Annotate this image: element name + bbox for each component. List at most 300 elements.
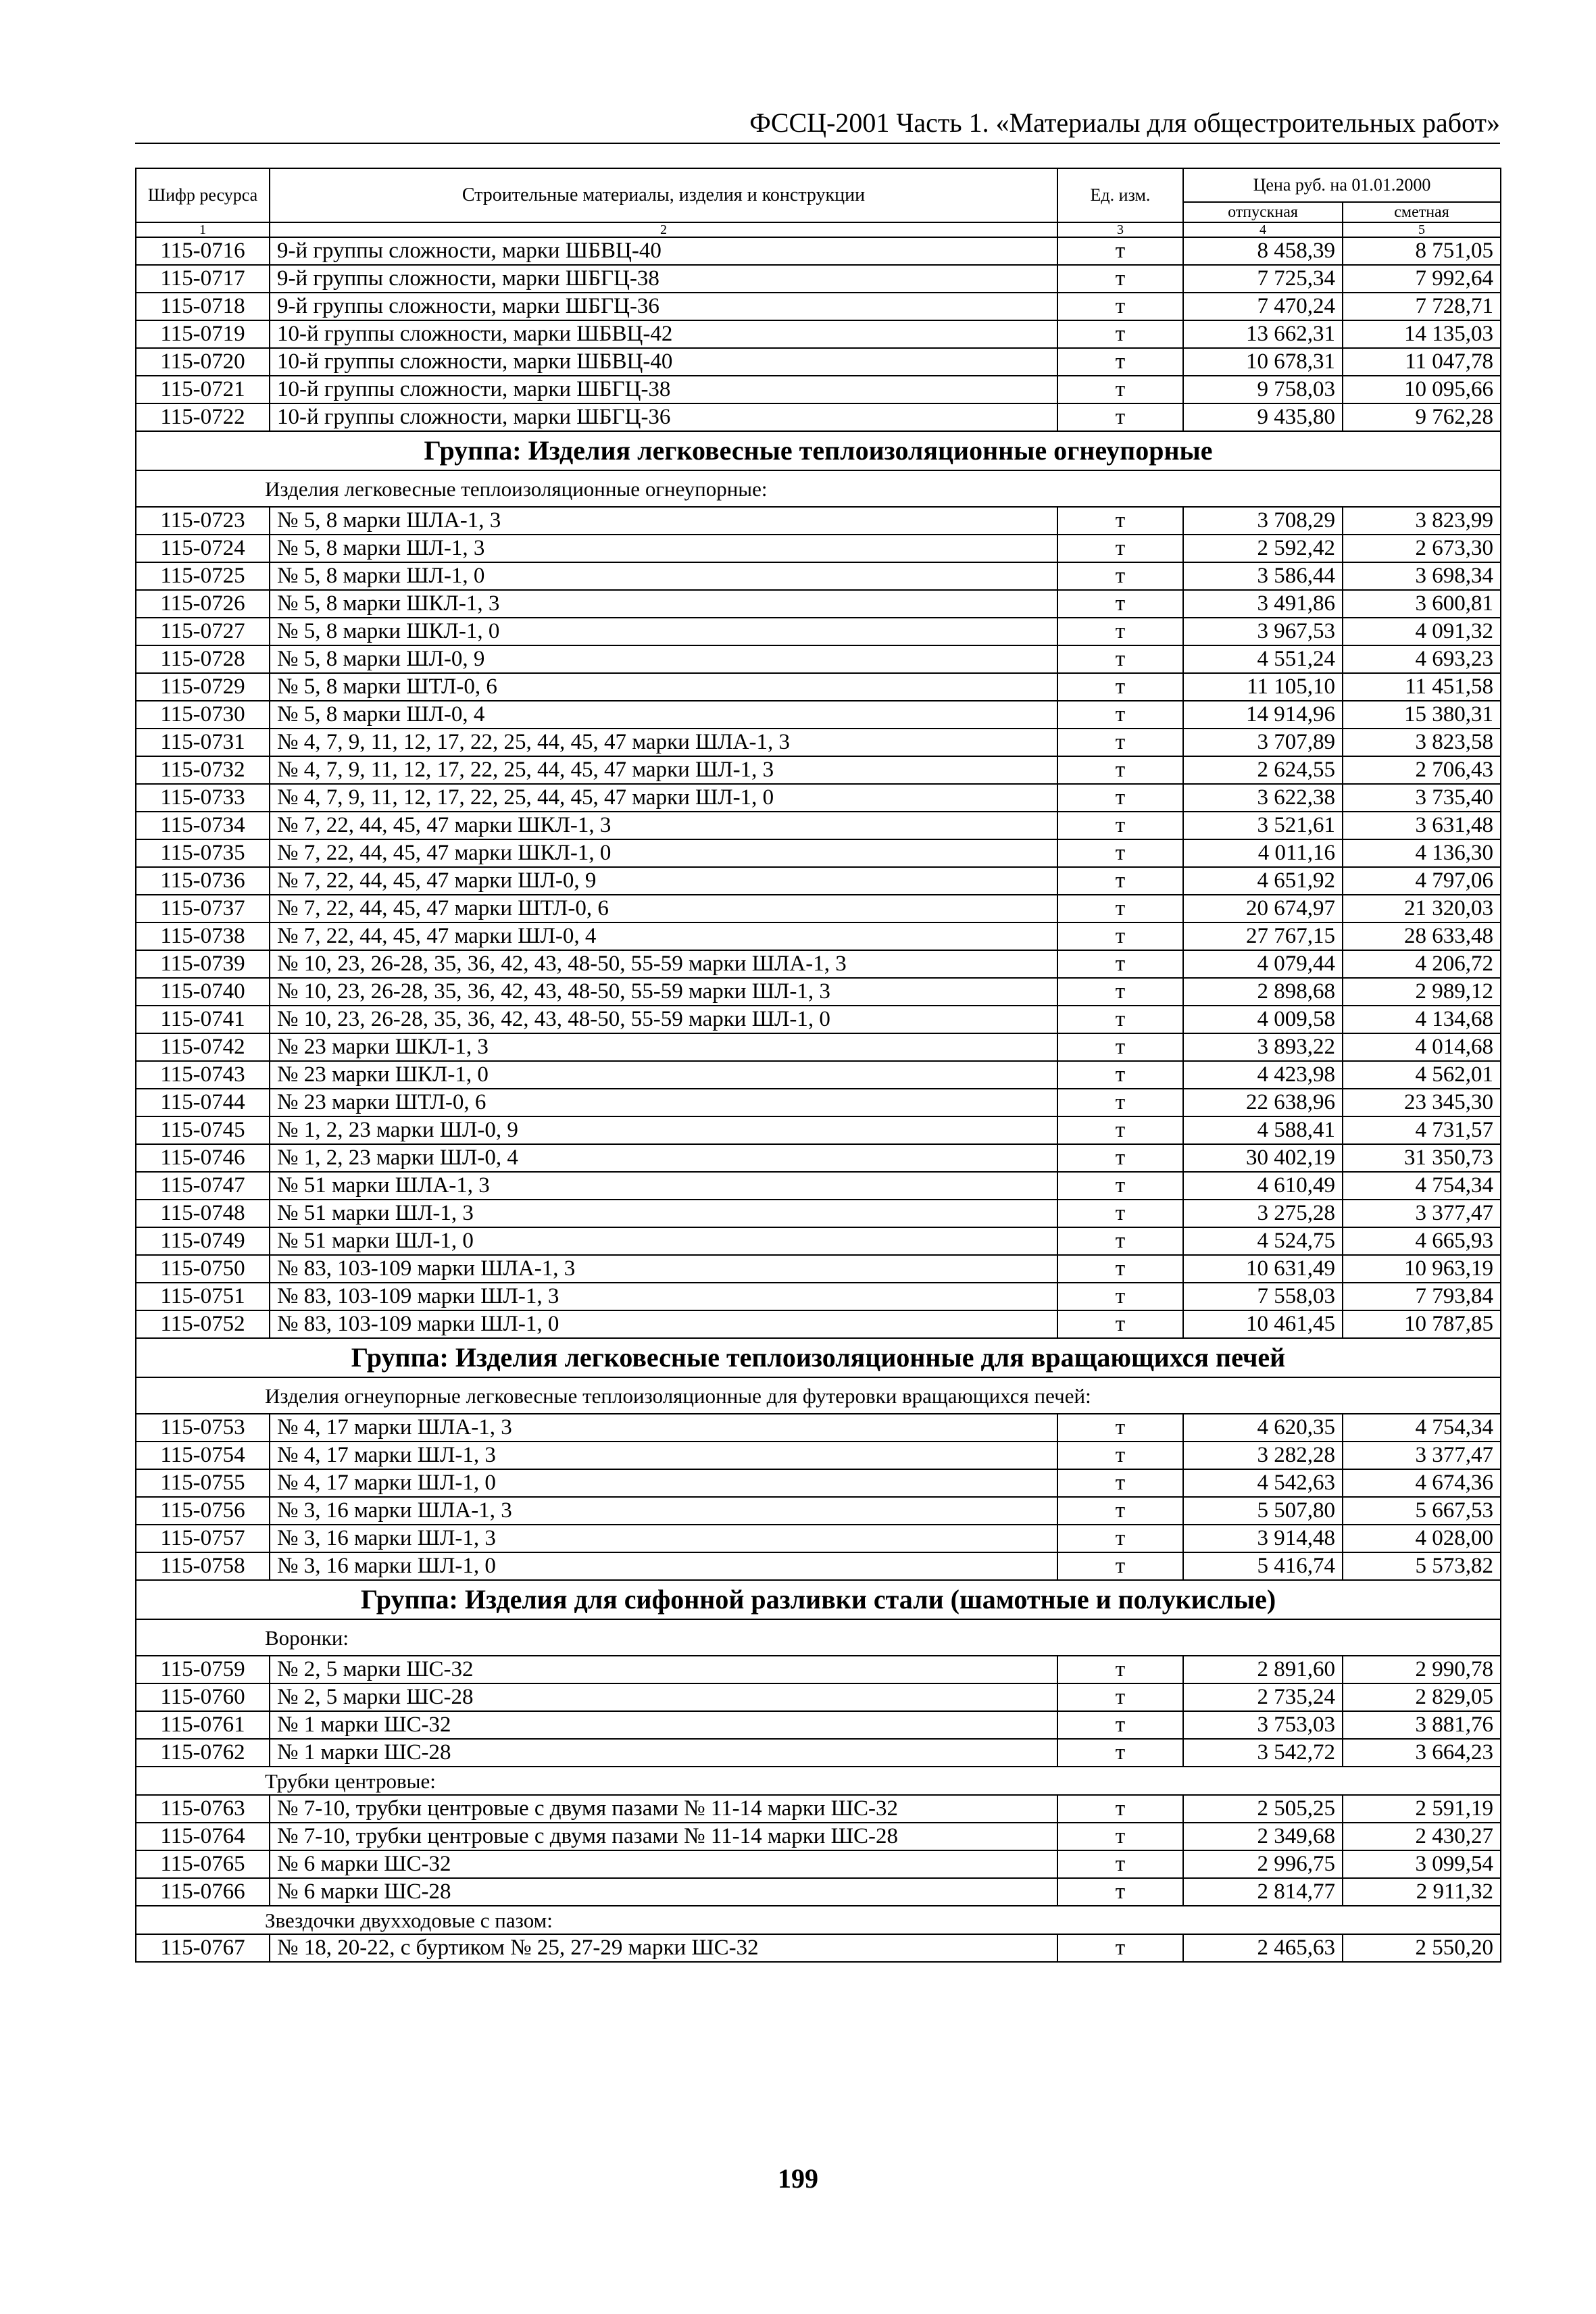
release-price-cell: 2 592,42: [1183, 535, 1343, 562]
resource-code-cell: 115-0726: [136, 590, 270, 618]
unit-cell: т: [1057, 265, 1183, 293]
resource-code-cell: 115-0728: [136, 645, 270, 673]
material-name-cell: № 4, 17 марки ШЛ-1, 0: [270, 1469, 1057, 1497]
page-number: 199: [778, 2163, 818, 2194]
material-name-cell: № 5, 8 марки ШЛ-0, 9: [270, 645, 1057, 673]
table-row: [136, 348, 1501, 376]
resource-code-cell: 115-0723: [136, 507, 270, 535]
material-name-cell: № 51 марки ШЛА-1, 3: [270, 1172, 1057, 1200]
release-price-cell: 3 521,61: [1183, 812, 1343, 839]
release-price-cell: 2 465,63: [1183, 1934, 1343, 1962]
material-name-cell: № 4, 17 марки ШЛА-1, 3: [270, 1414, 1057, 1442]
estimate-price-cell: 8 751,05: [1343, 237, 1501, 265]
subheading: Изделия огнеупорные легковесные теплоизоляционные для футеровки вращающихся печей:: [136, 1377, 1501, 1414]
table-row: [136, 562, 1501, 590]
table-row: [136, 784, 1501, 812]
unit-cell: т: [1057, 1497, 1183, 1525]
table-row: [136, 895, 1501, 922]
material-name-cell: № 18, 20-22, с буртиком № 25, 27-29 марки ШС-32: [270, 1934, 1057, 1962]
table-row: [136, 1442, 1501, 1469]
release-price-cell: 3 275,28: [1183, 1200, 1343, 1227]
material-name-cell: № 6 марки ШС-28: [270, 1878, 1057, 1906]
table-row: [136, 1683, 1501, 1711]
estimate-price-cell: 4 134,68: [1343, 1006, 1501, 1033]
estimate-price-cell: 3 631,48: [1343, 812, 1501, 839]
unit-cell: т: [1057, 1850, 1183, 1878]
table-row: [136, 645, 1501, 673]
table-row: [136, 978, 1501, 1006]
group-heading-row: [136, 431, 1501, 470]
resource-code-cell: 115-0719: [136, 320, 270, 348]
material-name-cell: 10-й группы сложности, марки ШБГЦ-36: [270, 403, 1057, 431]
table-row: [136, 507, 1501, 535]
estimate-price-cell: 4 797,06: [1343, 867, 1501, 895]
release-price-cell: 3 542,72: [1183, 1739, 1343, 1767]
release-price-cell: 14 914,96: [1183, 701, 1343, 729]
table-row: [136, 1934, 1501, 1962]
release-price-cell: 5 416,74: [1183, 1552, 1343, 1580]
resource-code-cell: 115-0732: [136, 756, 270, 784]
unit-cell: т: [1057, 1683, 1183, 1711]
table-body: [136, 237, 1501, 1962]
estimate-price-cell: 2 430,27: [1343, 1823, 1501, 1850]
estimate-price-cell: 3 881,76: [1343, 1711, 1501, 1739]
resource-code-cell: 115-0737: [136, 895, 270, 922]
resource-code-cell: 115-0739: [136, 950, 270, 978]
resource-code-cell: 115-0753: [136, 1414, 270, 1442]
release-price-cell: 3 893,22: [1183, 1033, 1343, 1061]
estimate-price-cell: 28 633,48: [1343, 922, 1501, 950]
resource-code-cell: 115-0741: [136, 1006, 270, 1033]
resource-code-cell: 115-0716: [136, 237, 270, 265]
release-price-cell: 4 551,24: [1183, 645, 1343, 673]
unit-cell: т: [1057, 1227, 1183, 1255]
resource-code-cell: 115-0765: [136, 1850, 270, 1878]
resource-code-cell: 115-0761: [136, 1711, 270, 1739]
unit-cell: т: [1057, 701, 1183, 729]
table-row: [136, 1414, 1501, 1442]
resource-code-cell: 115-0762: [136, 1739, 270, 1767]
material-name-cell: № 1 марки ШС-28: [270, 1739, 1057, 1767]
column-number: 2: [270, 222, 1057, 237]
release-price-cell: 3 708,29: [1183, 507, 1343, 535]
resource-code-cell: 115-0729: [136, 673, 270, 701]
material-name-cell: № 7, 22, 44, 45, 47 марки ШТЛ-0, 6: [270, 895, 1057, 922]
price-table: [135, 168, 1501, 1963]
unit-cell: т: [1057, 1656, 1183, 1683]
estimate-price-cell: 2 989,12: [1343, 978, 1501, 1006]
material-name-cell: № 5, 8 марки ШЛ-0, 4: [270, 701, 1057, 729]
unit-cell: т: [1057, 978, 1183, 1006]
material-name-cell: № 3, 16 марки ШЛА-1, 3: [270, 1497, 1057, 1525]
release-price-cell: 7 725,34: [1183, 265, 1343, 293]
column-header-price: Цена руб. на 01.01.2000: [1183, 168, 1501, 202]
unit-cell: т: [1057, 1795, 1183, 1823]
table-row: [136, 1850, 1501, 1878]
table-row: [136, 403, 1501, 431]
material-name-cell: 10-й группы сложности, марки ШБВЦ-40: [270, 348, 1057, 376]
table-row: [136, 320, 1501, 348]
resource-code-cell: 115-0763: [136, 1795, 270, 1823]
release-price-cell: 4 524,75: [1183, 1227, 1343, 1255]
material-name-cell: № 83, 103-109 марки ШЛА-1, 3: [270, 1255, 1057, 1283]
release-price-cell: 11 105,10: [1183, 673, 1343, 701]
estimate-price-cell: 9 762,28: [1343, 403, 1501, 431]
material-name-cell: № 1, 2, 23 марки ШЛ-0, 4: [270, 1144, 1057, 1172]
table-row: [136, 1227, 1501, 1255]
material-name-cell: № 5, 8 марки ШЛ-1, 3: [270, 535, 1057, 562]
subheading: Изделия легковесные теплоизоляционные огнеупорные:: [136, 470, 1501, 507]
material-name-cell: № 4, 7, 9, 11, 12, 17, 22, 25, 44, 45, 47 марки ШЛ-1, 0: [270, 784, 1057, 812]
material-name-cell: № 4, 7, 9, 11, 12, 17, 22, 25, 44, 45, 47 марки ШЛА-1, 3: [270, 729, 1057, 756]
estimate-price-cell: 2 911,32: [1343, 1878, 1501, 1906]
material-name-cell: № 3, 16 марки ШЛ-1, 3: [270, 1525, 1057, 1552]
release-price-cell: 8 458,39: [1183, 237, 1343, 265]
resource-code-cell: 115-0748: [136, 1200, 270, 1227]
material-name-cell: № 23 марки ШТЛ-0, 6: [270, 1089, 1057, 1116]
release-price-cell: 13 662,31: [1183, 320, 1343, 348]
subheading-row: [136, 1377, 1501, 1414]
group-heading: Группа: Изделия легковесные теплоизоляционные огнеупорные: [136, 431, 1501, 470]
table-row: [136, 237, 1501, 265]
table-row: [136, 1089, 1501, 1116]
resource-code-cell: 115-0735: [136, 839, 270, 867]
subheading-row: [136, 1906, 1501, 1934]
estimate-price-cell: 4 754,34: [1343, 1172, 1501, 1200]
material-name-cell: № 7-10, трубки центровые с двумя пазами № 11-14 марки ШС-28: [270, 1823, 1057, 1850]
release-price-cell: 7 470,24: [1183, 293, 1343, 320]
table-row: [136, 950, 1501, 978]
resource-code-cell: 115-0755: [136, 1469, 270, 1497]
estimate-price-cell: 4 693,23: [1343, 645, 1501, 673]
unit-cell: т: [1057, 1878, 1183, 1906]
table-row: [136, 1739, 1501, 1767]
resource-code-cell: 115-0766: [136, 1878, 270, 1906]
release-price-cell: 4 011,16: [1183, 839, 1343, 867]
material-name-cell: № 4, 17 марки ШЛ-1, 3: [270, 1442, 1057, 1469]
table-row: [136, 293, 1501, 320]
unit-cell: т: [1057, 812, 1183, 839]
subheading-row: [136, 470, 1501, 507]
release-price-cell: 4 588,41: [1183, 1116, 1343, 1144]
table-row: [136, 1310, 1501, 1338]
table-row: [136, 729, 1501, 756]
table-row: [136, 1656, 1501, 1683]
material-name-cell: № 7, 22, 44, 45, 47 марки ШКЛ-1, 0: [270, 839, 1057, 867]
resource-code-cell: 115-0720: [136, 348, 270, 376]
table-row: [136, 590, 1501, 618]
unit-cell: т: [1057, 1711, 1183, 1739]
material-name-cell: № 1 марки ШС-32: [270, 1711, 1057, 1739]
resource-code-cell: 115-0734: [136, 812, 270, 839]
unit-cell: т: [1057, 895, 1183, 922]
estimate-price-cell: 2 550,20: [1343, 1934, 1501, 1962]
unit-cell: т: [1057, 1823, 1183, 1850]
release-price-cell: 10 631,49: [1183, 1255, 1343, 1283]
unit-cell: т: [1057, 645, 1183, 673]
resource-code-cell: 115-0725: [136, 562, 270, 590]
unit-cell: т: [1057, 320, 1183, 348]
subheading: Трубки центровые:: [136, 1767, 1501, 1795]
unit-cell: т: [1057, 590, 1183, 618]
resource-code-cell: 115-0717: [136, 265, 270, 293]
material-name-cell: № 1, 2, 23 марки ШЛ-0, 9: [270, 1116, 1057, 1144]
unit-cell: т: [1057, 403, 1183, 431]
unit-cell: т: [1057, 756, 1183, 784]
resource-code-cell: 115-0742: [136, 1033, 270, 1061]
estimate-price-cell: 4 674,36: [1343, 1469, 1501, 1497]
unit-cell: т: [1057, 376, 1183, 403]
table-row: [136, 1878, 1501, 1906]
table-row: [136, 1006, 1501, 1033]
release-price-cell: 2 898,68: [1183, 978, 1343, 1006]
estimate-price-cell: 4 028,00: [1343, 1525, 1501, 1552]
table-row: [136, 1061, 1501, 1089]
resource-code-cell: 115-0743: [136, 1061, 270, 1089]
subheading-row: [136, 1767, 1501, 1795]
unit-cell: т: [1057, 1200, 1183, 1227]
subheading-row: [136, 1619, 1501, 1656]
estimate-price-cell: 7 728,71: [1343, 293, 1501, 320]
column-header-unit: Ед. изм.: [1057, 168, 1183, 222]
unit-cell: т: [1057, 1469, 1183, 1497]
table-row: [136, 756, 1501, 784]
table-row: [136, 265, 1501, 293]
estimate-price-cell: 2 990,78: [1343, 1656, 1501, 1683]
material-name-cell: 10-й группы сложности, марки ШБВЦ-42: [270, 320, 1057, 348]
resource-code-cell: 115-0752: [136, 1310, 270, 1338]
resource-code-cell: 115-0745: [136, 1116, 270, 1144]
release-price-cell: 30 402,19: [1183, 1144, 1343, 1172]
release-price-cell: 22 638,96: [1183, 1089, 1343, 1116]
material-name-cell: № 7, 22, 44, 45, 47 марки ШКЛ-1, 3: [270, 812, 1057, 839]
running-head: ФССЦ-2001 Часть 1. «Материалы для общестроительных работ»: [749, 107, 1500, 138]
release-price-cell: 10 461,45: [1183, 1310, 1343, 1338]
material-name-cell: № 7, 22, 44, 45, 47 марки ШЛ-0, 4: [270, 922, 1057, 950]
unit-cell: т: [1057, 1172, 1183, 1200]
group-heading: Группа: Изделия легковесные теплоизоляционные для вращающихся печей: [136, 1338, 1501, 1377]
column-header-name: Строительные материалы, изделия и конструкции: [270, 168, 1057, 222]
material-name-cell: № 10, 23, 26-28, 35, 36, 42, 43, 48-50, 55-59 марки ШЛ-1, 0: [270, 1006, 1057, 1033]
material-name-cell: 9-й группы сложности, марки ШБВЦ-40: [270, 237, 1057, 265]
estimate-price-cell: 7 992,64: [1343, 265, 1501, 293]
group-heading-row: [136, 1338, 1501, 1377]
table-row: [136, 1172, 1501, 1200]
estimate-price-cell: 2 673,30: [1343, 535, 1501, 562]
release-price-cell: 7 558,03: [1183, 1283, 1343, 1310]
material-name-cell: № 83, 103-109 марки ШЛ-1, 0: [270, 1310, 1057, 1338]
resource-code-cell: 115-0727: [136, 618, 270, 645]
estimate-price-cell: 2 591,19: [1343, 1795, 1501, 1823]
estimate-price-cell: 3 600,81: [1343, 590, 1501, 618]
estimate-price-cell: 2 829,05: [1343, 1683, 1501, 1711]
resource-code-cell: 115-0756: [136, 1497, 270, 1525]
table-row: [136, 1823, 1501, 1850]
resource-code-cell: 115-0759: [136, 1656, 270, 1683]
estimate-price-cell: 21 320,03: [1343, 895, 1501, 922]
material-name-cell: № 5, 8 марки ШКЛ-1, 3: [270, 590, 1057, 618]
release-price-cell: 9 758,03: [1183, 376, 1343, 403]
release-price-cell: 3 282,28: [1183, 1442, 1343, 1469]
material-name-cell: 9-й группы сложности, марки ШБГЦ-38: [270, 265, 1057, 293]
material-name-cell: № 5, 8 марки ШКЛ-1, 0: [270, 618, 1057, 645]
estimate-price-cell: 31 350,73: [1343, 1144, 1501, 1172]
estimate-price-cell: 3 377,47: [1343, 1442, 1501, 1469]
unit-cell: т: [1057, 507, 1183, 535]
estimate-price-cell: 3 823,99: [1343, 507, 1501, 535]
resource-code-cell: 115-0740: [136, 978, 270, 1006]
material-name-cell: № 3, 16 марки ШЛ-1, 0: [270, 1552, 1057, 1580]
material-name-cell: № 10, 23, 26-28, 35, 36, 42, 43, 48-50, 55-59 марки ШЛ-1, 3: [270, 978, 1057, 1006]
estimate-price-cell: 3 823,58: [1343, 729, 1501, 756]
unit-cell: т: [1057, 293, 1183, 320]
estimate-price-cell: 23 345,30: [1343, 1089, 1501, 1116]
release-price-cell: 4 009,58: [1183, 1006, 1343, 1033]
unit-cell: т: [1057, 1116, 1183, 1144]
release-price-cell: 4 079,44: [1183, 950, 1343, 978]
resource-code-cell: 115-0718: [136, 293, 270, 320]
release-price-cell: 2 814,77: [1183, 1878, 1343, 1906]
unit-cell: т: [1057, 562, 1183, 590]
table-row: [136, 618, 1501, 645]
release-price-cell: 27 767,15: [1183, 922, 1343, 950]
resource-code-cell: 115-0731: [136, 729, 270, 756]
release-price-cell: 3 707,89: [1183, 729, 1343, 756]
table-row: [136, 1116, 1501, 1144]
unit-cell: т: [1057, 839, 1183, 867]
release-price-cell: 3 967,53: [1183, 618, 1343, 645]
resource-code-cell: 115-0751: [136, 1283, 270, 1310]
column-header-code: Шифр ресурса: [136, 168, 270, 222]
table-row: [136, 1469, 1501, 1497]
resource-code-cell: 115-0744: [136, 1089, 270, 1116]
unit-cell: т: [1057, 1442, 1183, 1469]
estimate-price-cell: 3 698,34: [1343, 562, 1501, 590]
unit-cell: т: [1057, 1310, 1183, 1338]
table-row: [136, 922, 1501, 950]
estimate-price-cell: 15 380,31: [1343, 701, 1501, 729]
table-row: [136, 839, 1501, 867]
estimate-price-cell: 4 136,30: [1343, 839, 1501, 867]
unit-cell: т: [1057, 237, 1183, 265]
resource-code-cell: 115-0733: [136, 784, 270, 812]
release-price-cell: 3 753,03: [1183, 1711, 1343, 1739]
resource-code-cell: 115-0738: [136, 922, 270, 950]
resource-code-cell: 115-0730: [136, 701, 270, 729]
estimate-price-cell: 2 706,43: [1343, 756, 1501, 784]
material-name-cell: 10-й группы сложности, марки ШБГЦ-38: [270, 376, 1057, 403]
unit-cell: т: [1057, 1144, 1183, 1172]
column-number: 4: [1183, 222, 1343, 237]
release-price-cell: 4 610,49: [1183, 1172, 1343, 1200]
group-heading: Группа: Изделия для сифонной разливки стали (шамотные и полукислые): [136, 1580, 1501, 1619]
material-name-cell: № 5, 8 марки ШТЛ-0, 6: [270, 673, 1057, 701]
material-name-cell: № 23 марки ШКЛ-1, 0: [270, 1061, 1057, 1089]
material-name-cell: № 5, 8 марки ШЛ-1, 0: [270, 562, 1057, 590]
estimate-price-cell: 3 099,54: [1343, 1850, 1501, 1878]
estimate-price-cell: 11 451,58: [1343, 673, 1501, 701]
unit-cell: т: [1057, 922, 1183, 950]
release-price-cell: 4 620,35: [1183, 1414, 1343, 1442]
unit-cell: т: [1057, 1414, 1183, 1442]
table-row: [136, 673, 1501, 701]
release-price-cell: 2 996,75: [1183, 1850, 1343, 1878]
estimate-price-cell: 10 963,19: [1343, 1255, 1501, 1283]
estimate-price-cell: 4 562,01: [1343, 1061, 1501, 1089]
release-price-cell: 4 651,92: [1183, 867, 1343, 895]
resource-code-cell: 115-0746: [136, 1144, 270, 1172]
estimate-price-cell: 11 047,78: [1343, 348, 1501, 376]
unit-cell: т: [1057, 867, 1183, 895]
material-name-cell: № 2, 5 марки ШС-28: [270, 1683, 1057, 1711]
release-price-cell: 9 435,80: [1183, 403, 1343, 431]
table-row: [136, 1283, 1501, 1310]
release-price-cell: 3 622,38: [1183, 784, 1343, 812]
unit-cell: т: [1057, 618, 1183, 645]
column-number: 5: [1343, 222, 1501, 237]
unit-cell: т: [1057, 673, 1183, 701]
resource-code-cell: 115-0724: [136, 535, 270, 562]
material-name-cell: № 7-10, трубки центровые с двумя пазами № 11-14 марки ШС-32: [270, 1795, 1057, 1823]
release-price-cell: 5 507,80: [1183, 1497, 1343, 1525]
material-name-cell: № 51 марки ШЛ-1, 0: [270, 1227, 1057, 1255]
resource-code-cell: 115-0764: [136, 1823, 270, 1850]
release-price-cell: 4 542,63: [1183, 1469, 1343, 1497]
unit-cell: т: [1057, 950, 1183, 978]
release-price-cell: 2 624,55: [1183, 756, 1343, 784]
estimate-price-cell: 4 754,34: [1343, 1414, 1501, 1442]
estimate-price-cell: 10 095,66: [1343, 376, 1501, 403]
group-heading-row: [136, 1580, 1501, 1619]
release-price-cell: 10 678,31: [1183, 348, 1343, 376]
column-header-release-price: отпускная: [1183, 202, 1343, 222]
table-row: [136, 1255, 1501, 1283]
unit-cell: т: [1057, 1006, 1183, 1033]
unit-cell: т: [1057, 1255, 1183, 1283]
resource-code-cell: 115-0767: [136, 1934, 270, 1962]
release-price-cell: 3 586,44: [1183, 562, 1343, 590]
table-row: [136, 1497, 1501, 1525]
unit-cell: т: [1057, 1934, 1183, 1962]
material-name-cell: № 4, 7, 9, 11, 12, 17, 22, 25, 44, 45, 47 марки ШЛ-1, 3: [270, 756, 1057, 784]
unit-cell: т: [1057, 1033, 1183, 1061]
resource-code-cell: 115-0758: [136, 1552, 270, 1580]
resource-code-cell: 115-0722: [136, 403, 270, 431]
estimate-price-cell: 4 014,68: [1343, 1033, 1501, 1061]
unit-cell: т: [1057, 729, 1183, 756]
table-row: [136, 1795, 1501, 1823]
column-number: 3: [1057, 222, 1183, 237]
table-row: [136, 1525, 1501, 1552]
material-name-cell: № 7, 22, 44, 45, 47 марки ШЛ-0, 9: [270, 867, 1057, 895]
resource-code-cell: 115-0760: [136, 1683, 270, 1711]
estimate-price-cell: 4 206,72: [1343, 950, 1501, 978]
table-row: [136, 1552, 1501, 1580]
estimate-price-cell: 7 793,84: [1343, 1283, 1501, 1310]
estimate-price-cell: 10 787,85: [1343, 1310, 1501, 1338]
release-price-cell: 3 914,48: [1183, 1525, 1343, 1552]
unit-cell: т: [1057, 784, 1183, 812]
release-price-cell: 20 674,97: [1183, 895, 1343, 922]
subheading: Воронки:: [136, 1619, 1501, 1656]
release-price-cell: 2 505,25: [1183, 1795, 1343, 1823]
material-name-cell: № 10, 23, 26-28, 35, 36, 42, 43, 48-50, 55-59 марки ШЛА-1, 3: [270, 950, 1057, 978]
release-price-cell: 4 423,98: [1183, 1061, 1343, 1089]
column-number: 1: [136, 222, 270, 237]
unit-cell: т: [1057, 535, 1183, 562]
estimate-price-cell: 4 091,32: [1343, 618, 1501, 645]
estimate-price-cell: 3 664,23: [1343, 1739, 1501, 1767]
